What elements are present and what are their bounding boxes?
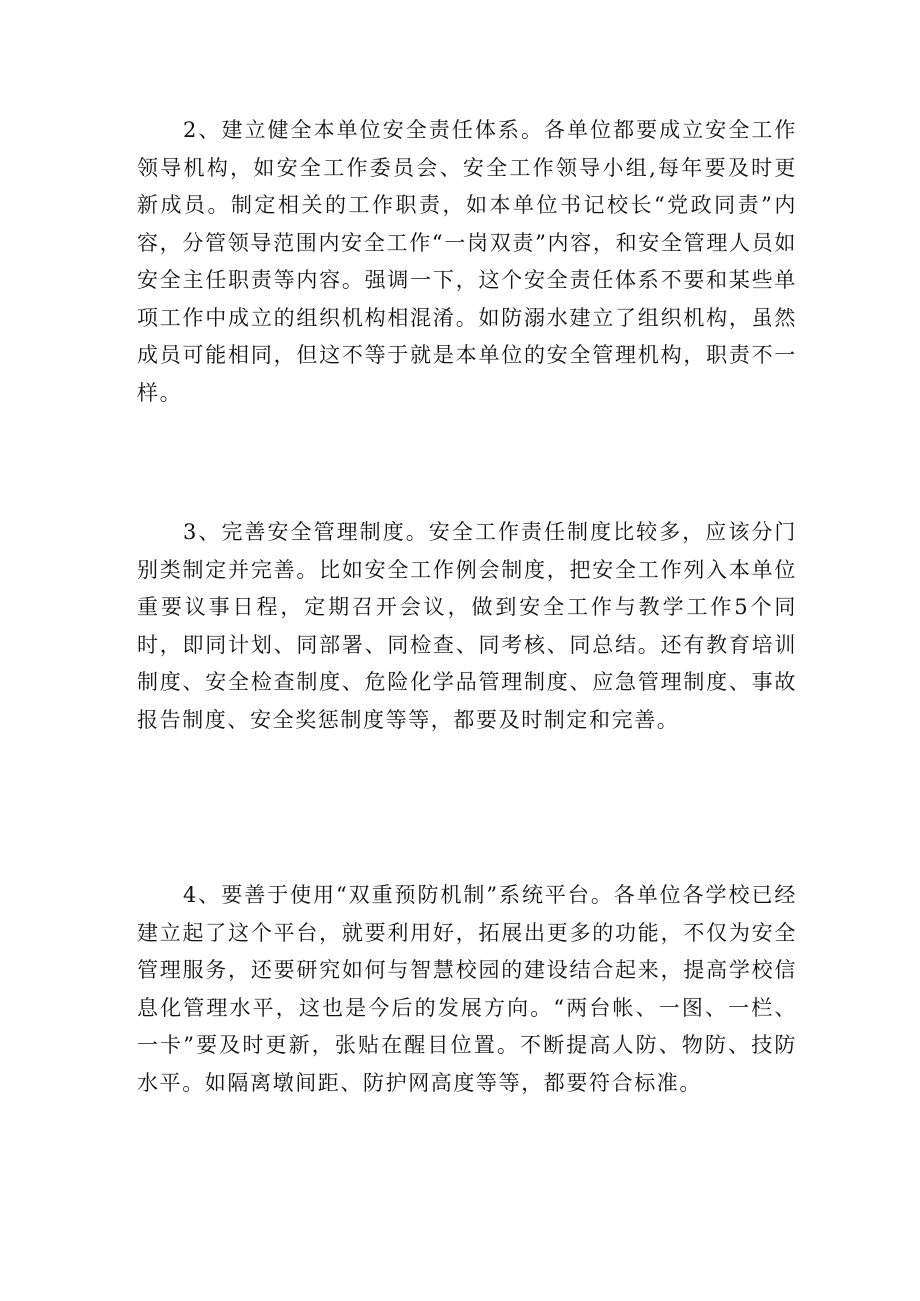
paragraph-safety-responsibility-system: 2、建立健全本单位安全责任体系。各单位都要成立安全工作领导机构，如安全工作委员会、安全工作领导小组,每年要及时更新成员。制定相关的工作职责，如本单位书记校长“党政同责”内容，分管领导范围内安全工作“一岗双责”内容，和安全管理人员如安全主任职责等内容。强调一下，这个安全责任体系不要和某些单项工作中成立的组织机构相混淆。如防溺水建立了组织机构，虽然成员可能相同，但这不等于就是本单位的安全管理机构，职责不一样。 bbox=[137, 118, 797, 405]
paragraph-dual-prevention-platform: 4、要善于使用“双重预防机制”系统平台。各单位各学校已经建立起了这个平台，就要利用好，拓展出更多的功能，不仅为安全管理服务，还要研究如何与智慧校园的建设结合起来，提高学校信息化管理水平，这也是今后的发展方向。“两台帐、一图、一栏、一卡”要及时更新，张贴在醒目位置。不断提高人防、物防、技防水平。如隔离墩间距、防护网高度等等，都要符合标准。 bbox=[137, 883, 797, 1095]
paragraph-safety-management-rules: 3、完善安全管理制度。安全工作责任制度比较多，应该分门别类制定并完善。比如安全工作例会制度，把安全工作列入本单位重要议事日程，定期召开会议，做到安全工作与教学工作5个同时，即同计划、同部署、同检查、同考核、同总结。还有教育培训制度、安全检查制度、危险化学品管理制度、应急管理制度、事故报告制度、安全奖惩制度等等，都要及时制定和完善。 bbox=[137, 520, 797, 732]
